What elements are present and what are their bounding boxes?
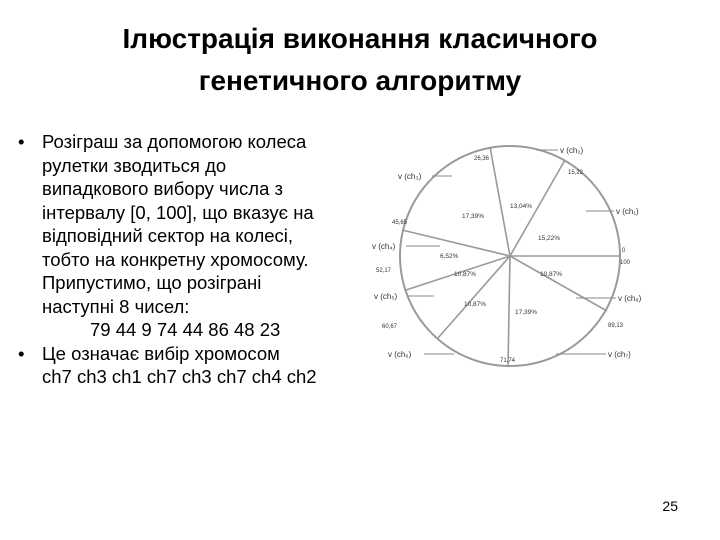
bullet-line: тобто на конкретну хромосому. <box>42 248 309 270</box>
title-line-1: Ілюстрація виконання класичного <box>122 23 598 54</box>
chromosome-label: v (ch₇) <box>608 350 631 359</box>
random-numbers: 79 44 9 74 44 86 48 23 <box>90 319 281 340</box>
chromosome-label: v (ch₃) <box>398 172 422 181</box>
bullet-dot: • <box>18 131 25 152</box>
bullet-line: Це означає вибір хромосом <box>42 342 280 364</box>
selected-chromosomes: ch7 ch3 ch1 ch7 ch3 ch7 ch4 ch2 <box>42 366 317 387</box>
chromosome-label: v (ch₂) <box>560 146 584 155</box>
boundary-value: 100 <box>620 260 631 266</box>
bullet-line: Розіграш за допомогою колеса <box>42 131 307 152</box>
boundary-value: 71,74 <box>500 358 516 364</box>
roulette-wheel <box>360 130 660 380</box>
bullet-line: випадкового вибору числа з <box>42 178 283 199</box>
sector-line <box>510 256 607 311</box>
boundary-value: 52,17 <box>376 268 392 274</box>
bullet-line: інтервалу [0, 100], що вказує на <box>42 201 314 223</box>
boundary-value: 0 <box>622 248 626 254</box>
sector-percent: 10,87% <box>464 301 487 308</box>
sector-percent: 15,22% <box>538 235 561 242</box>
sector-line <box>508 256 510 366</box>
sector-percent: 10,87% <box>454 271 477 278</box>
bullet-roulette <box>18 130 378 342</box>
title-line-2: генетичного алгоритму <box>198 65 522 96</box>
boundary-value: 26,36 <box>474 156 490 162</box>
bullet-line: відповідний сектор на колесі, <box>42 225 294 246</box>
boundary-value: 60,67 <box>382 324 398 330</box>
chromosome-label: v (ch₆) <box>388 350 412 359</box>
chromosome-label: v (ch₄) <box>372 242 396 251</box>
boundary-value: 89,13 <box>608 323 624 329</box>
sector-percent: 17,39% <box>462 213 485 220</box>
slide-body <box>18 130 378 389</box>
sector-percent: 13,04% <box>510 203 533 210</box>
page-number: 25 <box>662 498 678 514</box>
chromosome-label: v (ch₅) <box>374 292 398 301</box>
bullet-line: рулетки зводиться до <box>42 154 227 176</box>
sector-percent: 10,87% <box>540 271 563 278</box>
bullet-line: наступні 8 чисел: <box>42 295 190 317</box>
chromosome-label: v (ch₈) <box>618 294 642 303</box>
bullet-line: Припустимо, що розіграні <box>42 272 262 293</box>
slide-title <box>40 18 680 102</box>
bullet-selection <box>18 342 378 389</box>
chromosome-label: v (ch₁) <box>616 207 639 216</box>
sector-percent: 17,39% <box>515 309 538 316</box>
sector-line <box>490 147 510 256</box>
sector-percent: 6,52% <box>440 253 459 260</box>
boundary-value: 45,65 <box>392 220 408 226</box>
boundary-value: 15,22 <box>568 170 584 176</box>
bullet-dot: • <box>18 342 25 364</box>
